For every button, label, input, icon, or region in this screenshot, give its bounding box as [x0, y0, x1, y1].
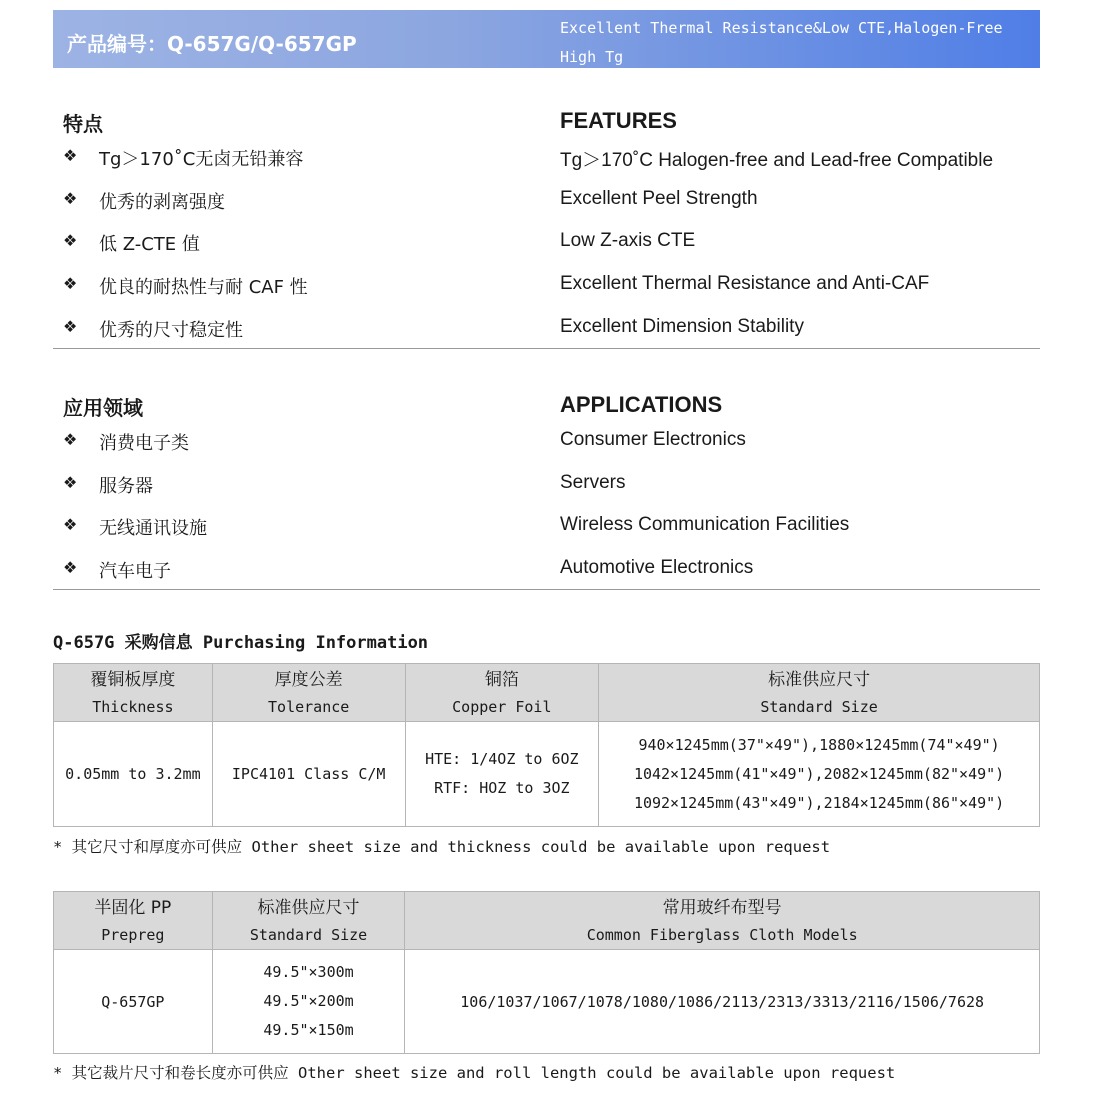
column-header-cn: 标准供应尺寸: [768, 669, 871, 690]
application-item-cn: 服务器: [99, 476, 153, 497]
features-heading-cn: 特点: [63, 112, 103, 136]
bullet-icon: ❖: [63, 317, 78, 336]
bullet-icon: ❖: [63, 430, 78, 449]
feature-item-en: Excellent Peel Strength: [560, 188, 758, 209]
column-header-en: Tolerance: [268, 697, 350, 716]
product-tagline: Excellent Thermal Resistance&Low CTE,Halogen-Free High Tg: [560, 19, 1003, 66]
feature-item-en: Excellent Dimension Stability: [560, 316, 804, 337]
column-header-cn: 覆铜板厚度: [90, 669, 176, 690]
column-header: [405, 892, 1040, 950]
copper-foil-cell: [405, 722, 599, 827]
application-item-en: Automotive Electronics: [560, 557, 754, 578]
standard-size-cell: [599, 722, 1040, 827]
feature-item-cn: 优秀的剥离强度: [99, 192, 225, 213]
application-item-en: Servers: [560, 472, 626, 493]
feature-item-cn: Tg＞170˚C无卤无铅兼容: [99, 149, 304, 170]
feature-item-cn: 优良的耐热性与耐 CAF 性: [99, 277, 308, 298]
application-item-en: Consumer Electronics: [560, 429, 746, 450]
column-header: [212, 664, 405, 722]
column-header-en: Common Fiberglass Cloth Models: [586, 925, 858, 944]
column-header-cn: 常用玻纤布型号: [662, 897, 782, 918]
section-divider: [53, 348, 1040, 349]
laminate-footnote: * 其它尺寸和厚度亦可供应 Other sheet size and thickness could be available upon request: [53, 838, 831, 856]
thickness-cell: 0.05mm to 3.2mm: [54, 722, 213, 827]
column-header-en: Copper Foil: [452, 697, 552, 716]
bullet-icon: ❖: [63, 274, 78, 293]
column-header-en: Standard Size: [249, 925, 368, 944]
applications-heading-cn: 应用领域: [63, 396, 143, 420]
copper-foil-line: RTF: HOZ to 3OZ: [434, 779, 570, 797]
header-banner: [53, 10, 1040, 68]
column-header: [54, 892, 213, 950]
table-row: [54, 950, 1040, 1054]
standard-size-line: 49.5"×300m: [263, 963, 354, 981]
bullet-icon: ❖: [63, 515, 78, 534]
column-header-en: Thickness: [92, 697, 174, 716]
laminate-table: [53, 663, 1040, 827]
prepreg-table: [53, 891, 1040, 1054]
feature-item-en: Tg＞170˚C Halogen-free and Lead-free Compatible: [560, 150, 994, 171]
column-header-cn: 厚度公差: [274, 669, 343, 690]
column-header: [599, 664, 1040, 722]
cloth-models-cell: 106/1037/1067/1078/1080/1086/2113/2313/3313/2116/1506/7628: [405, 950, 1040, 1054]
application-item-cn: 无线通讯设施: [99, 518, 207, 539]
tolerance-cell: IPC4101 Class C/M: [212, 722, 405, 827]
column-header-cn: 半固化 PP: [94, 897, 172, 918]
feature-item-en: Low Z-axis CTE: [560, 230, 696, 251]
column-header: [54, 664, 213, 722]
standard-size-line: 49.5"×200m: [263, 992, 354, 1010]
bullet-icon: ❖: [63, 473, 78, 492]
table-header-row: [54, 664, 1040, 722]
column-header: [405, 664, 599, 722]
feature-item-en: Excellent Thermal Resistance and Anti-CAF: [560, 273, 930, 294]
bullet-icon: ❖: [63, 146, 78, 165]
prepreg-footnote: * 其它裁片尺寸和卷长度亦可供应 Other sheet size and roll length could be available upon request: [53, 1064, 896, 1082]
standard-size-line: 1092×1245mm(43"×49"),2184×1245mm(86"×49"): [633, 793, 1005, 812]
purchasing-title: Q-657G 采购信息 Purchasing Information: [53, 633, 429, 653]
prepreg-model-cell: Q-657GP: [54, 950, 213, 1054]
standard-size-line: 1042×1245mm(41"×49"),2082×1245mm(82"×49"): [633, 764, 1005, 783]
copper-foil-line: HTE: 1/4OZ to 6OZ: [425, 750, 579, 768]
table-row: [54, 722, 1040, 827]
feature-item-cn: 优秀的尺寸稳定性: [99, 320, 243, 341]
product-code-title: 产品编号：Q-657G/Q-657GP: [67, 32, 357, 56]
features-heading-en: FEATURES: [560, 108, 677, 133]
application-item-cn: 汽车电子: [99, 561, 171, 582]
standard-size-line: 49.5"×150m: [263, 1021, 354, 1039]
standard-size-cell: [212, 950, 405, 1054]
bullet-icon: ❖: [63, 189, 78, 208]
standard-size-line: 940×1245mm(37"×49"),1880×1245mm(74"×49"): [638, 735, 1000, 754]
bullet-icon: ❖: [63, 231, 78, 250]
column-header-cn: 铜箔: [484, 669, 519, 690]
column-header-en: Standard Size: [760, 697, 878, 716]
column-header-en: Prepreg: [101, 925, 165, 944]
column-header-cn: 标准供应尺寸: [257, 897, 360, 918]
table-header-row: [54, 892, 1040, 950]
column-header: [212, 892, 405, 950]
bullet-icon: ❖: [63, 558, 78, 577]
applications-heading-en: APPLICATIONS: [560, 392, 723, 417]
application-item-en: Wireless Communication Facilities: [560, 514, 850, 535]
section-divider: [53, 589, 1040, 590]
application-item-cn: 消费电子类: [99, 433, 189, 454]
feature-item-cn: 低 Z-CTE 值: [99, 234, 200, 255]
